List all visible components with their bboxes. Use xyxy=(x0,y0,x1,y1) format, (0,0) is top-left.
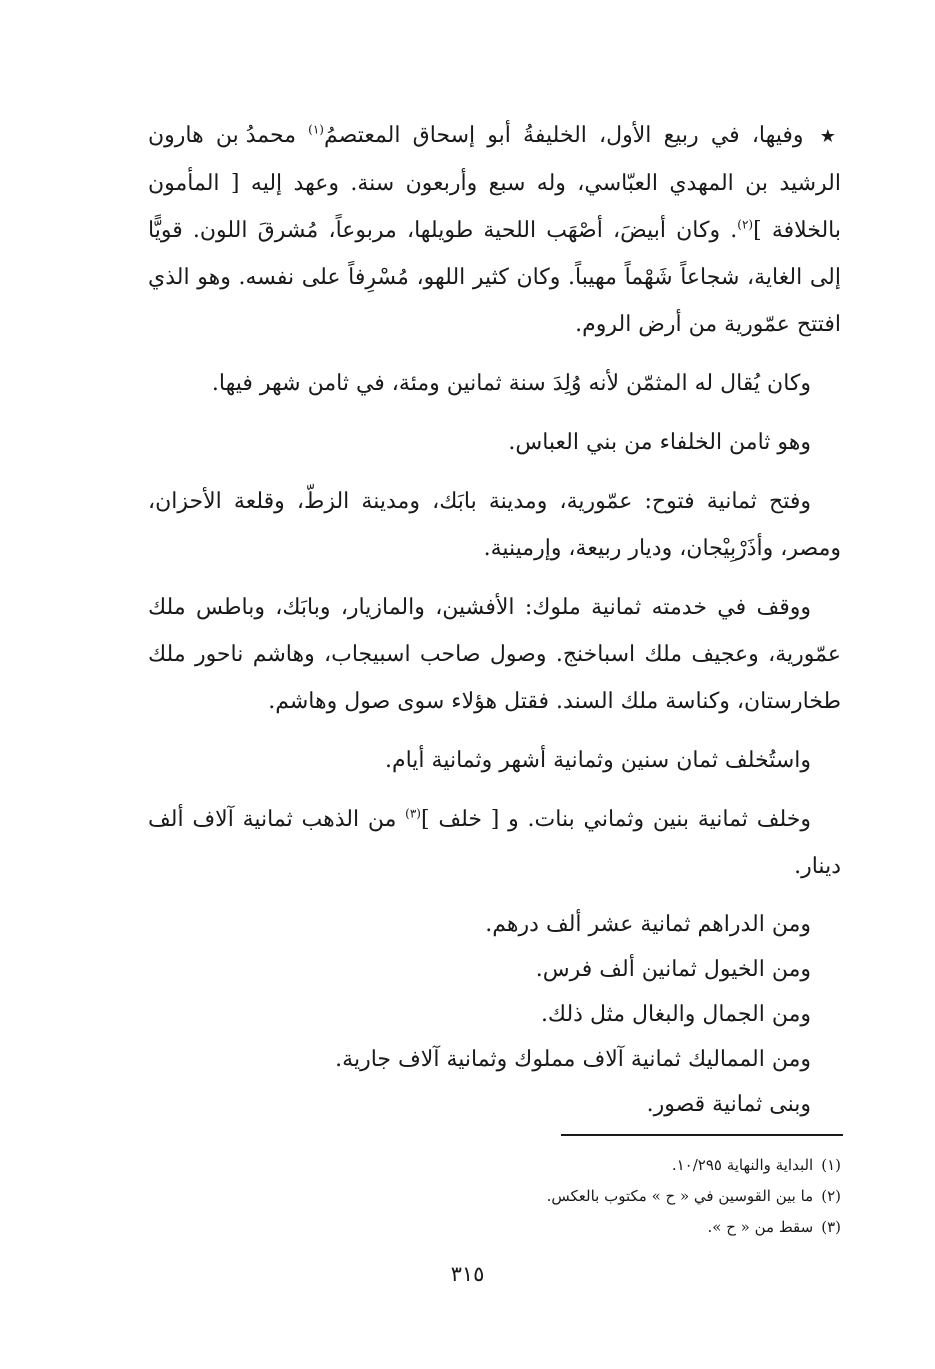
footnote-number: (١) xyxy=(821,1156,841,1174)
paragraph-1-part-a: وفيها، في ربيع الأول، الخليفةُ أبو إسحاق المعتصمُ xyxy=(323,123,804,148)
footnotes xyxy=(148,1150,841,1243)
footnote-1 xyxy=(148,1150,841,1181)
paragraph-6: واستُخلف ثمان سنين وثمانية أشهر وثمانية أيام. xyxy=(384,748,811,773)
footnote-3 xyxy=(148,1212,841,1243)
list-item: ومن الدراهم ثمانية عشر ألف درهم. xyxy=(485,912,811,937)
list-item: ومن الخيول ثمانين ألف فرس. xyxy=(535,957,811,982)
footnote-ref-1[interactable]: (١) xyxy=(308,122,324,137)
star-icon: ★ xyxy=(819,126,841,147)
paragraph-5: ووقف في خدمته ثمانية ملوك: الأفشين، والمازيار، وبابَك، وباطس ملك عمّورية، وعجيف ملك اسباخنج. وصول صاحب اسبيجاب، وهاشم ناحور ملك طخارستان، وكناسة ملك السند. فقتل هؤلاء سوى صول وهاشم. xyxy=(148,595,841,714)
footnote-text: البداية والنهاية ١٠/٢٩٥. xyxy=(671,1156,814,1174)
paragraph-1 xyxy=(148,112,841,348)
paragraph-1-part-c: . وكان أبيضَ، أصْهَب اللحية طويلها، مربوعاً، مُشرقَ اللون. قويًّا إلى الغاية، شجاعاً شَهْماً مهيباً. وكان كثير اللهو، مُسْرِفاً على نفسه. وهو الذي افتتح عمّورية من أرض الروم. xyxy=(148,218,841,337)
footnote-divider xyxy=(561,1134,843,1136)
footnote-number: (٣) xyxy=(821,1218,841,1236)
footnote-ref-3[interactable]: (٣) xyxy=(405,806,421,821)
page-number: ٣١٥ xyxy=(450,1262,485,1286)
paragraph-2: وكان يُقال له المثمّن لأنه وُلِدَ سنة ثمانين ومئة، في ثامن شهر فيها. xyxy=(211,371,811,396)
footnote-text: سقط من « ح ». xyxy=(707,1218,814,1236)
footnote-number: (٢) xyxy=(821,1187,841,1205)
list-item: ومن الجمال والبغال مثل ذلك. xyxy=(540,1002,811,1027)
main-text xyxy=(148,112,841,1127)
paragraph-3: وهو ثامن الخلفاء من بني العباس. xyxy=(508,430,811,455)
list-item: ومن المماليك ثمانية آلاف مملوك وثمانية آلاف جارية. xyxy=(335,1047,811,1072)
list-item: وبنى ثمانية قصور. xyxy=(646,1092,811,1117)
footnote-text: ما بين القوسين في « ح » مكتوب بالعكس. xyxy=(546,1187,814,1205)
paragraph-7 xyxy=(148,796,841,890)
paragraph-7-part-a: وخلف ثمانية بنين وثماني بنات. و [ خلف ] xyxy=(420,807,811,832)
footnote-2 xyxy=(148,1181,841,1212)
paragraph-1-part-b: محمدُ بن هارون الرشيد بن المهدي العبّاسي، وله سبع وأربعون سنة. وعهد إليه [ المأمون بالخلافة ] xyxy=(148,123,842,243)
paragraph-7-part-b: من الذهب ثمانية آلاف ألف دينار. xyxy=(148,807,841,879)
wealth-list xyxy=(148,902,841,1127)
paragraph-4: وفتح ثمانية فتوح: عمّورية، ومدينة بابَك، ومدينة الزطّ، وقلعة الأحزان، ومصر، وأذَرْبِيْجان، وديار ربيعة، وإرمينية. xyxy=(148,489,841,561)
footnote-ref-2[interactable]: (٢) xyxy=(737,217,754,232)
